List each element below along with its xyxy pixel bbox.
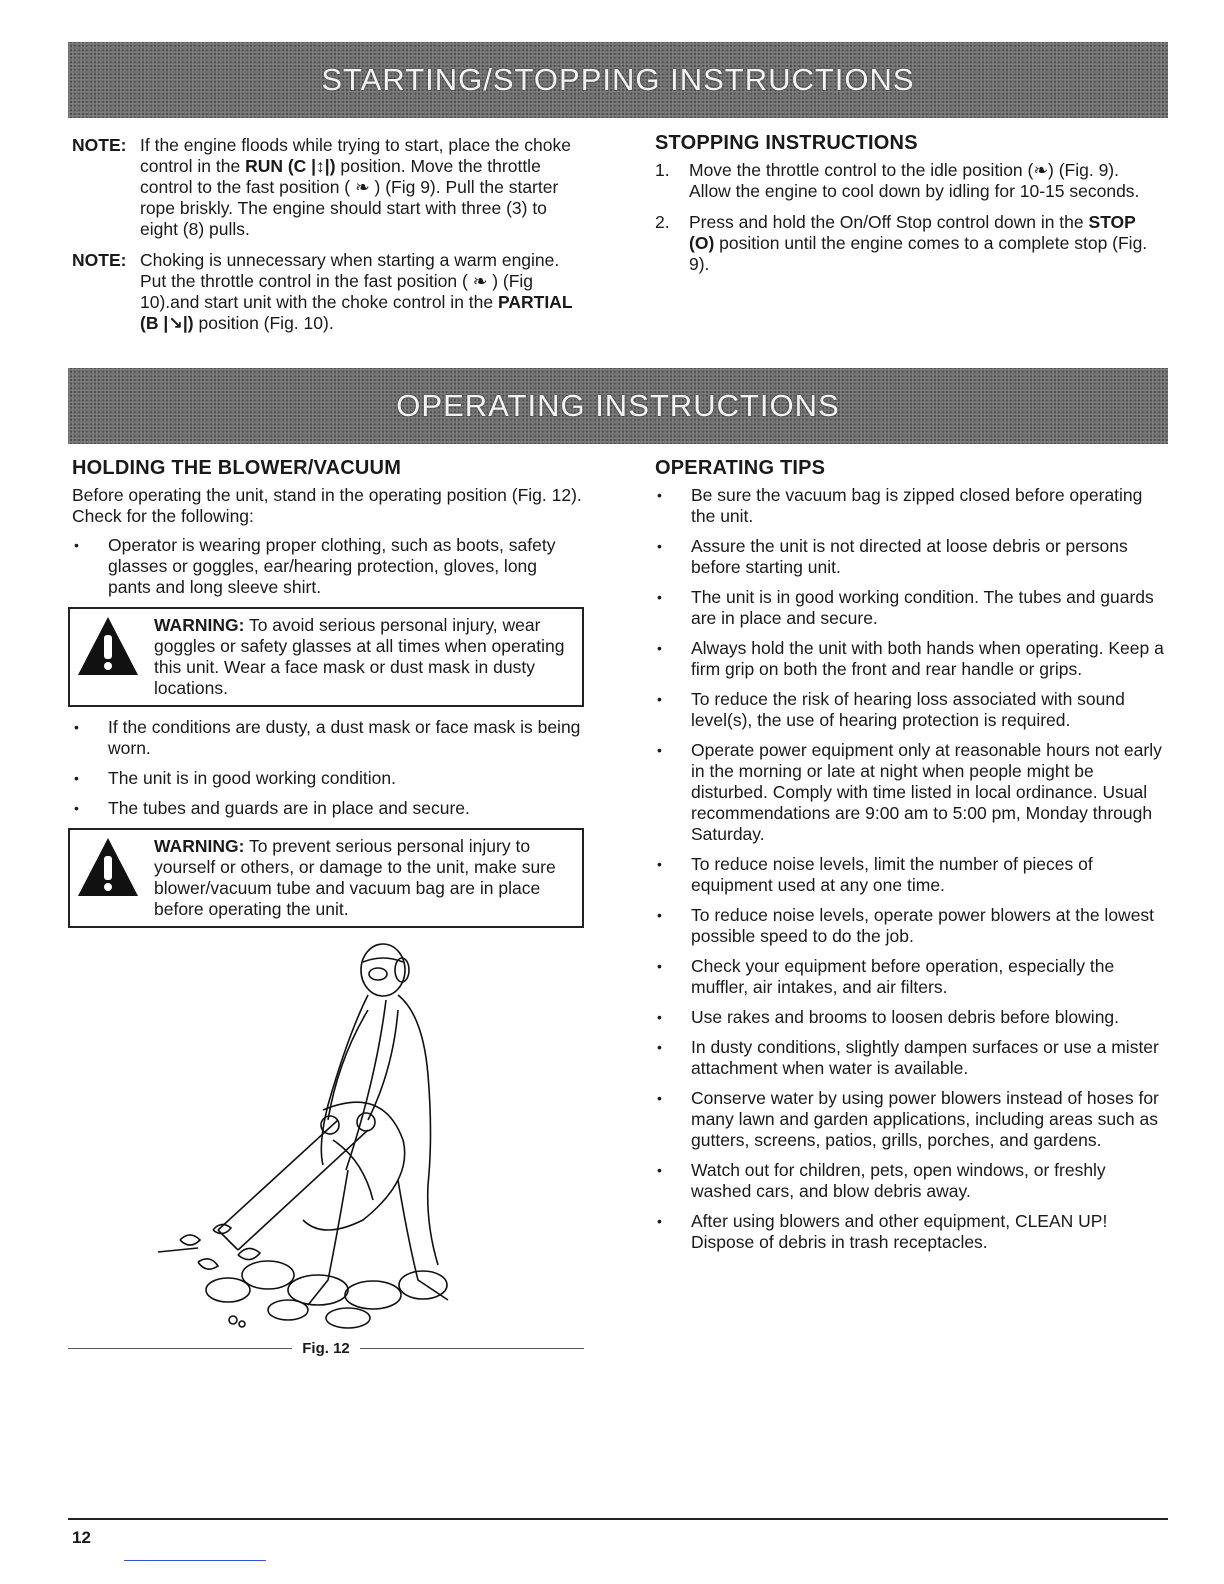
- list-item: • Watch out for children, pets, open windows, or freshly washed cars, and blow debris away.: [655, 1160, 1167, 1202]
- warning-icon: [76, 615, 140, 677]
- step-text: Press and hold the On/Off Stop control down in the: [689, 212, 1089, 232]
- step-number: 1.: [655, 160, 670, 180]
- note-bold: RUN (C |↕|): [245, 156, 336, 176]
- warning-text: To avoid serious personal injury, wear goggles or safety glasses at all times when operating this unit. Wear a face mask or dust mask in dusty locations.: [154, 615, 565, 698]
- warning-icon: [76, 836, 140, 898]
- list-item: • Assure the unit is not directed at loose debris or persons before starting unit.: [655, 536, 1167, 578]
- stopping-step: [655, 212, 1160, 275]
- operator-illustration: [68, 940, 584, 1340]
- note-text: position (Fig. 10).: [193, 313, 334, 333]
- holding-bullets-a: [72, 535, 584, 598]
- figure-caption-text: Fig. 12: [302, 1339, 350, 1357]
- list-item: • If the conditions are dusty, a dust mask or face mask is being worn.: [72, 717, 584, 759]
- list-item: • To reduce noise levels, operate power blowers at the lowest possible speed to do the job.: [655, 905, 1167, 947]
- starting-stopping-banner: [68, 42, 1168, 118]
- holding-bullets-b: [72, 717, 584, 819]
- holding-intro: Before operating the unit, stand in the operating position (Fig. 12). Check for the following:: [72, 485, 582, 526]
- warning-box: [68, 828, 584, 928]
- list-item: • The unit is in good working condition. The tubes and guards are in place and secure.: [655, 587, 1167, 629]
- tips-list: [655, 485, 1167, 1253]
- operating-tips-section: [655, 458, 1167, 1262]
- warning-label: WARNING:: [154, 836, 245, 856]
- list-item: • Always hold the unit with both hands when operating. Keep a firm grip on both the front and rear handle or grips.: [655, 638, 1167, 680]
- note-text: position. Move the throttle control to the fast position ( ❧ ) (Fig 9). Pull the starter rope briskly. The engine should start with three (3) to eight (8) pulls.: [140, 156, 559, 239]
- note-flooding: [72, 135, 582, 240]
- step-number: 2.: [655, 212, 670, 232]
- list-item: • Conserve water by using power blowers instead of hoses for many lawn and garden applications, including areas such as gutters, screens, patios, grills, porches, and gardens.: [655, 1088, 1167, 1151]
- figure-caption: [68, 1338, 584, 1358]
- list-item: • Be sure the vacuum bag is zipped closed before operating the unit.: [655, 485, 1167, 527]
- step-text: Move the throttle control to the idle position (❧) (Fig. 9). Allow the engine to cool down by idling for 10-15 seconds.: [689, 160, 1140, 201]
- footer-link-underline: [124, 1560, 266, 1561]
- note-text: If the engine floods while trying to start, place the choke control in the: [140, 135, 571, 176]
- list-item: • To reduce noise levels, limit the number of pieces of equipment used at any one time.: [655, 854, 1167, 896]
- list-item: • The unit is in good working condition.: [72, 768, 584, 789]
- stopping-steps: [655, 160, 1160, 275]
- step-bold: STOP (O): [689, 212, 1136, 253]
- page-number: 12: [72, 1528, 91, 1547]
- stopping-step: [655, 160, 1160, 202]
- note-label: NOTE:: [72, 135, 127, 155]
- operating-banner: [68, 368, 1168, 444]
- warning-box: [68, 607, 584, 707]
- list-item: • Use rakes and brooms to loosen debris before blowing.: [655, 1007, 1167, 1028]
- holding-section: [72, 458, 584, 938]
- holding-title: HOLDING THE BLOWER/VACUUM: [72, 457, 402, 479]
- step-text: position until the engine comes to a complete stop (Fig. 9).: [689, 233, 1148, 274]
- note-text: Choking is unnecessary when starting a warm engine. Put the throttle control in the fast position ( ❧ ) (Fig 10).and start unit with the choke control in the: [140, 250, 560, 312]
- warning-text: To prevent serious personal injury to yourself or others, or damage to the unit, make sure blower/vacuum tube and vacuum bag are in place before operating the unit.: [154, 836, 556, 919]
- note-bold: PARTIAL (B |↘|): [140, 292, 573, 333]
- list-item: • Check your equipment before operation, especially the muffler, air intakes, and air filters.: [655, 956, 1167, 998]
- list-item: • The tubes and guards are in place and secure.: [72, 798, 584, 819]
- list-item: • To reduce the risk of hearing loss associated with sound level(s), the use of hearing protection is required.: [655, 689, 1167, 731]
- list-item: • Operator is wearing proper clothing, such as boots, safety glasses or goggles, ear/hearing protection, gloves, long pants and long sleeve shirt.: [72, 535, 584, 598]
- stopping-title: STOPPING INSTRUCTIONS: [655, 132, 918, 154]
- stopping-section: [655, 133, 1160, 285]
- footer-divider: [68, 1518, 1168, 1520]
- notes-section: [72, 135, 582, 344]
- banner-title: OPERATING INSTRUCTIONS: [396, 388, 840, 423]
- tips-title: OPERATING TIPS: [655, 457, 826, 479]
- list-item: • In dusty conditions, slightly dampen surfaces or use a mister attachment when water is available.: [655, 1037, 1167, 1079]
- note-warm-engine: [72, 250, 582, 334]
- list-item: • After using blowers and other equipment, CLEAN UP! Dispose of debris in trash receptacles.: [655, 1211, 1167, 1253]
- banner-title: STARTING/STOPPING INSTRUCTIONS: [321, 62, 915, 97]
- list-item: • Operate power equipment only at reasonable hours not early in the morning or late at night when people might be disturbed. Comply with time listed in local ordinance. Usual recommendations are 9:00 am to 5:00 pm, Monday through Saturday.: [655, 740, 1167, 845]
- warning-label: WARNING:: [154, 615, 245, 635]
- note-label: NOTE:: [72, 250, 127, 270]
